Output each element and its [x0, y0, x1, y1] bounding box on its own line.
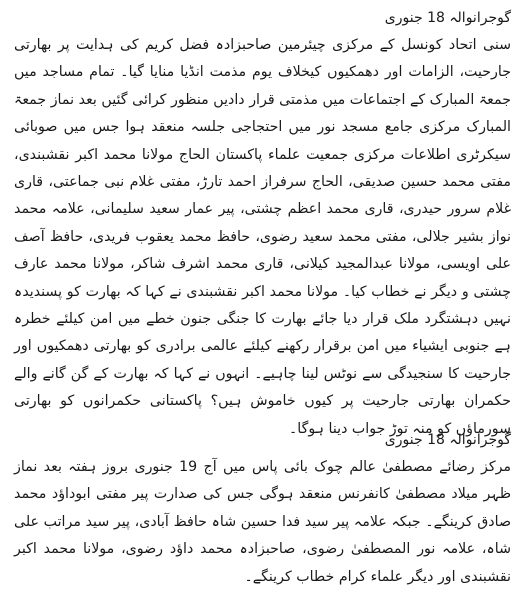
- article-body: سنی اتحاد کونسل کے مرکزی چیئرمین صاحبزادہ فضل کریم کی ہدایت پر بھارتی جارحیت، الزامات اور دھمکیوں کیخلاف یوم مذمت انڈیا منایا گیا۔ تمام مساجد میں جمعۃ المبارک کے اجتماعات میں مذمتی قرار دادیں منظور کرائی گئیں بعد نماز جمعۃ المبارک مرکزی جامع مسجد نور میں احتجاجی جلسہ منعقد ہوا جس میں صوبائی سیکرٹری اطلاعات مرکزی جمعیت علماء پاکستان الحاج مولانا محمد اکبر نقشبندی، مفتی محمد حسین صدیقی، الحاج سرفراز احمد تارڑ، مفتی غلام نبی جماعتی، قاری غلام سرور حیدری، قاری محمد اعظم چشتی، پیر عمار سعید سلیمانی، علامہ محمد نواز بشیر جلالی، مفتی محمد سعید رضوی، حافظ محمد یعقوب فریدی، حافظ آصف علی اویسی، مولانا عبدالمجید کیلانی، قاری محمد اشرف شاکر، مولانا محمد عارف چشتی و دیگر نے خطاب کیا۔ مولانا محمد اکبر نقشبندی نے کہا کہ بھارت کو پسندیدہ نہیں دہشتگرد ملک قرار دیا جائے بھارت کا جنگی جنون خطے میں امن کیلئے خطرہ ہے جنوبی ایشیاء میں امن برقرار رکھنے کیلئے عالمی برادری کو بھارتی دھمکیوں اور جارحیت کا سنجیدگی سے نوٹس لینا چاہیے۔ انہوں نے کہا کہ بھارت کے گن گانے والے حکمران بھارتی جارحیت پر کیوں خاموش ہیں؟ پاکستانی حکمرانوں کو بھارتی سورماؤں کو منہ توڑ جواب دینا ہوگا۔: [14, 37, 511, 437]
- dateline: گوجرانوالہ 18 جنوری: [384, 10, 511, 26]
- news-article-2: [14, 430, 511, 591]
- news-article-1: [14, 8, 511, 443]
- article-body: مرکز رضائے مصطفیٰ عالم چوک بائی پاس میں آج 19 جنوری بروز ہفتہ بعد نماز ظہر میلاد مصطفیٰ کانفرنس منعقد ہوگی جس کی صدارت پیر مفتی ابوداؤد محمد صادق کرینگے۔ جبکہ علامہ پیر سید فدا حسین شاہ حافظ آبادی، پیر سید مراتب علی شاہ، علامہ نور المصطفیٰ رضوی، صاحبزادہ محمد داؤد رضوی، مولانا محمد اکبر نقشبندی اور دیگر علماء کرام خطاب کرینگے۔: [14, 459, 512, 585]
- dateline: گوجرانوالہ 18 جنوری: [384, 432, 511, 448]
